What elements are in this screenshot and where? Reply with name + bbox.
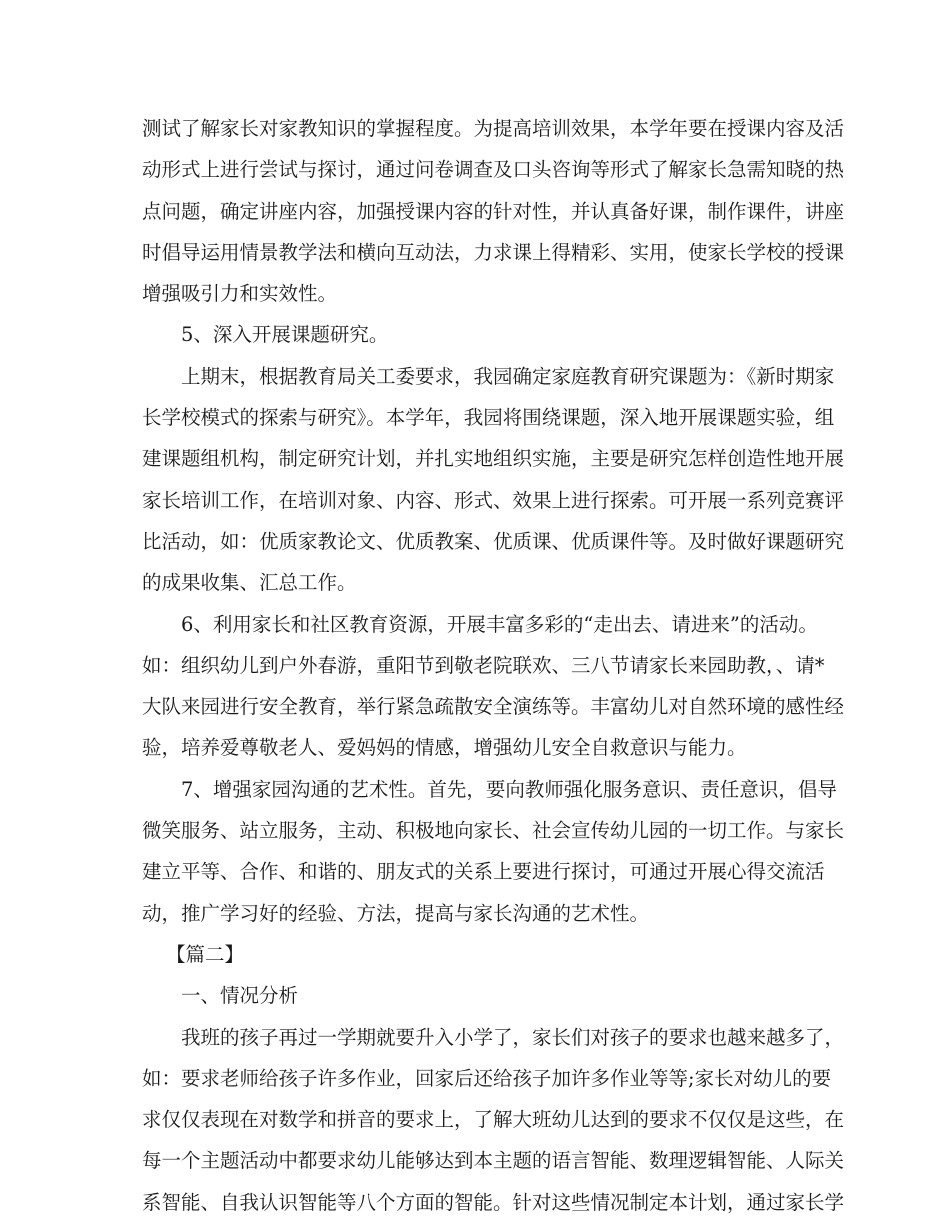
document-body (142, 112, 845, 1220)
text-line: 每一个主题活动中都要求幼儿能够达到本主题的语言智能、数理逻辑智能、人际关 (142, 1149, 845, 1173)
text-line: 5、深入开展课题研究。 (181, 323, 389, 347)
paragraph-training-continuation (142, 112, 845, 311)
text-line: 大队来园进行安全教育，举行紧急疏散安全演练等。丰富幼儿对自然环境的感性经 (142, 695, 845, 719)
text-line: 测试了解家长对家教知识的掌握程度。为提高培训效果，本学年要在授课内容及活 (142, 117, 845, 140)
text-line: 【篇二】 (166, 942, 245, 966)
text-line: 动形式上进行尝试与探讨，通过问卷调查及口头咨询等形式了解家长急需知晓的热 (142, 158, 845, 182)
text-line: 微笑服务、站立服务，主动、积极地向家长、社会宣传幼儿园的一切工作。与家长 (142, 819, 845, 843)
text-line: 的成果收集、汇总工作。 (142, 571, 357, 595)
text-line: 我班的孩子再过一学期就要升入小学了，家长们对孩子的要求也越来越多了， (181, 1025, 845, 1049)
text-line: 家长培训工作，在培训对象、内容、形式、效果上进行探索。可开展一系列竞赛评 (142, 488, 845, 512)
text-line: 点问题，确定讲座内容，加强授课内容的针对性，并认真备好课，制作课件，讲座 (142, 199, 845, 223)
paragraph-research-topic (142, 360, 845, 601)
paragraph-situation-analysis (142, 1021, 845, 1220)
text-line: 如：要求老师给孩子许多作业，回家后还给孩子加许多作业等等;家长对幼儿的要 (142, 1066, 832, 1090)
text-line: 验，培养爱尊敬老人、爱妈妈的情感，增强幼儿安全自救意识与能力。 (142, 736, 747, 760)
paragraph-community-resources (142, 608, 845, 766)
text-line: 系智能、自我认识智能等八个方面的智能。针对这些情况制定本计划，通过家长学 (142, 1190, 845, 1214)
text-line: 时倡导运用情景教学法和横向互动法，力求课上得精彩、实用，使家长学校的授课 (142, 240, 845, 264)
text-line: 建立平等、合作、和谐的、朋友式的关系上要进行探讨，可通过开展心得交流活 (142, 860, 825, 884)
section-marker-part-two (142, 938, 814, 972)
text-line: 一、情况分析 (181, 984, 299, 1008)
text-line: 上期末，根据教育局关工委要求，我园确定家庭教育研究课题为：《新时期家 (181, 364, 835, 388)
paragraph-communication (142, 773, 845, 931)
text-line: 6、利用家长和社区教育资源，开展丰富多彩的“走出去、请进来”的活动。 (181, 612, 818, 636)
text-line: 如：组织幼儿到户外春游，重阳节到敬老院联欢、三八节请家长来园助教，、请* (142, 653, 825, 677)
text-line: 比活动，如：优质家教论文、优质教案、优质课、优质课件等。及时做好课题研究 (142, 529, 845, 553)
text-line: 增强吸引力和实效性。 (142, 282, 338, 306)
section-heading-research (142, 318, 814, 352)
text-line: 长学校模式的探索与研究》。本学年，我园将围绕课题，深入地开展课题实验，组 (142, 406, 835, 430)
text-line: 动，推广学习好的经验、方法，提高与家长沟通的艺术性。 (142, 901, 650, 925)
text-line: 7、增强家园沟通的艺术性。首先，要向教师强化服务意识、责任意识，倡导 (181, 777, 837, 801)
section-heading-situation (142, 979, 814, 1013)
text-line: 建课题组机构，制定研究计划，并扎实地组织实施，主要是研究怎样创造性地开展 (142, 447, 845, 471)
text-line: 求仅仅表现在对数学和拼音的要求上，了解大班幼儿达到的要求不仅仅是这些，在 (142, 1108, 845, 1132)
